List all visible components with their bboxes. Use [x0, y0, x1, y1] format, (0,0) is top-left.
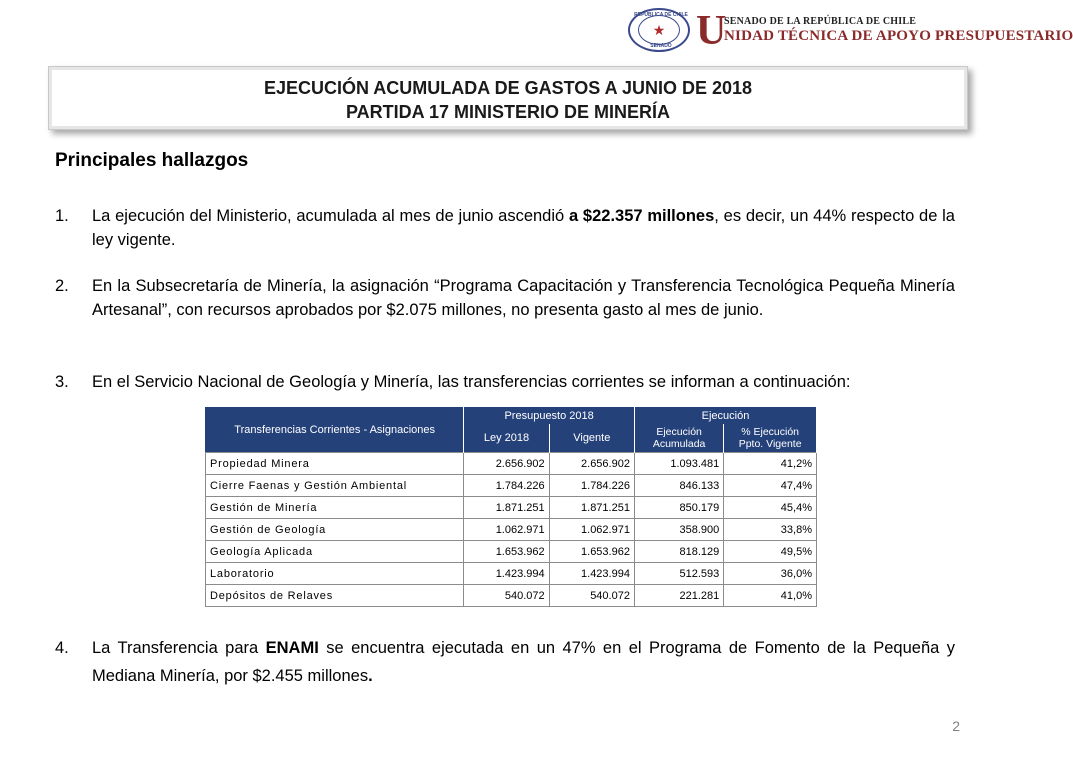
table-header-execution: Ejecución [634, 408, 816, 425]
star-icon: ★ [638, 15, 680, 45]
row-name: Geología Aplicada [206, 541, 464, 563]
finding-3 [55, 370, 955, 394]
table-row [206, 497, 817, 519]
table-row [206, 453, 817, 475]
row-pct: 33,8% [724, 519, 817, 541]
finding-text-part: La ejecución del Ministerio, acumulada al mes de junio ascendió [92, 207, 569, 225]
table-row [206, 563, 817, 585]
finding-bold-amount: a $22.357 millones [568, 207, 715, 225]
seal-top-text: REPÚBLICA DE CHILE [634, 12, 688, 18]
logo-letter: U [696, 8, 727, 54]
row-vigente: 1.062.971 [549, 519, 634, 541]
row-ejecucion: 846.133 [634, 475, 723, 497]
col-header-ejecucion: Ejecución Acumulada [634, 424, 723, 453]
finding-number: 3. [55, 373, 69, 391]
row-pct: 41,2% [724, 453, 817, 475]
finding-text: En el Servicio Nacional de Geología y Minería, las transferencias corrientes se informan a continuación: [92, 373, 851, 391]
finding-1 [55, 204, 955, 252]
seal-bottom-text: SENADO [650, 43, 672, 49]
finding-text: En la Subsecretaría de Minería, la asignación “Programa Capacitación y Transferencia Tecnológica Pequeña Minería Artesanal”, con recursos aprobados por $2.075 millones, no presenta gasto al mes de junio. [92, 277, 955, 319]
table-row [206, 541, 817, 563]
finding-text-part: se encuentra ejecutada en un 47% en el Programa de Fomento de la Pequeña y Mediana Minería, por $2.455 millones [92, 639, 955, 685]
col-header-pct: % Ejecución Ppto. Vigente [724, 424, 817, 453]
row-ley: 1.784.226 [464, 475, 549, 497]
finding-4 [55, 634, 955, 690]
row-pct: 45,4% [724, 497, 817, 519]
row-ejecucion: 221.281 [634, 585, 723, 607]
title-line-2: PARTIDA 17 MINISTERIO DE MINERÍA [345, 102, 671, 122]
row-ejecucion: 358.900 [634, 519, 723, 541]
section-heading: Principales hallazgos [55, 150, 249, 171]
senate-seal-icon [628, 8, 690, 52]
finding-number: 1. [55, 207, 69, 225]
row-vigente: 1.784.226 [549, 475, 634, 497]
finding-2 [55, 274, 955, 322]
title-box [48, 66, 968, 130]
row-ley: 2.656.902 [464, 453, 549, 475]
page-number: 2 [952, 718, 960, 734]
row-ejecucion: 818.129 [634, 541, 723, 563]
table-row [206, 475, 817, 497]
finding-text [92, 204, 955, 252]
row-vigente: 1.423.994 [549, 563, 634, 585]
table-row [206, 519, 817, 541]
finding-end-mark: . [368, 667, 373, 685]
row-name: Gestión de Minería [206, 497, 464, 519]
row-name: Cierre Faenas y Gestión Ambiental [206, 475, 464, 497]
table-header-assignments: Transferencias Corrientes - Asignaciones [206, 408, 464, 453]
row-name: Gestión de Geología [206, 519, 464, 541]
finding-text-part: , es decir, un 44% respecto de la ley vigente. [92, 207, 955, 249]
table-header-budget: Presupuesto 2018 [464, 408, 635, 425]
finding-text [92, 634, 955, 690]
row-name: Depósitos de Relaves [206, 585, 464, 607]
finding-number: 4. [55, 639, 69, 657]
row-name: Laboratorio [206, 563, 464, 585]
transfers-table [205, 407, 817, 607]
row-vigente: 1.871.251 [549, 497, 634, 519]
row-ley: 540.072 [464, 585, 549, 607]
row-pct: 49,5% [724, 541, 817, 563]
row-name: Propiedad Minera [206, 453, 464, 475]
row-ley: 1.062.971 [464, 519, 549, 541]
finding-bold-enami: ENAMI [265, 639, 319, 657]
row-pct: 36,0% [724, 563, 817, 585]
table-row [206, 585, 817, 607]
logo-unit-name: NIDAD TÉCNICA DE APOYO PRESUPUESTARIO [724, 28, 1073, 44]
row-ejecucion: 1.093.481 [634, 453, 723, 475]
row-ley: 1.423.994 [464, 563, 549, 585]
row-ejecucion: 512.593 [634, 563, 723, 585]
row-ley: 1.871.251 [464, 497, 549, 519]
col-header-ley: Ley 2018 [464, 424, 549, 453]
row-vigente: 2.656.902 [549, 453, 634, 475]
finding-number: 2. [55, 277, 69, 295]
finding-text-part: La Transferencia para [92, 639, 266, 657]
row-ley: 1.653.962 [464, 541, 549, 563]
row-ejecucion: 850.179 [634, 497, 723, 519]
row-vigente: 540.072 [549, 585, 634, 607]
senate-logo [628, 8, 1073, 56]
logo-senate-name: SENADO DE LA REPÚBLICA DE CHILE [724, 16, 917, 27]
col-header-vigente: Vigente [549, 424, 634, 453]
title-line-1: EJECUCIÓN ACUMULADA DE GASTOS A JUNIO DE 2018 [263, 78, 753, 98]
row-pct: 47,4% [724, 475, 817, 497]
row-vigente: 1.653.962 [549, 541, 634, 563]
row-pct: 41,0% [724, 585, 817, 607]
